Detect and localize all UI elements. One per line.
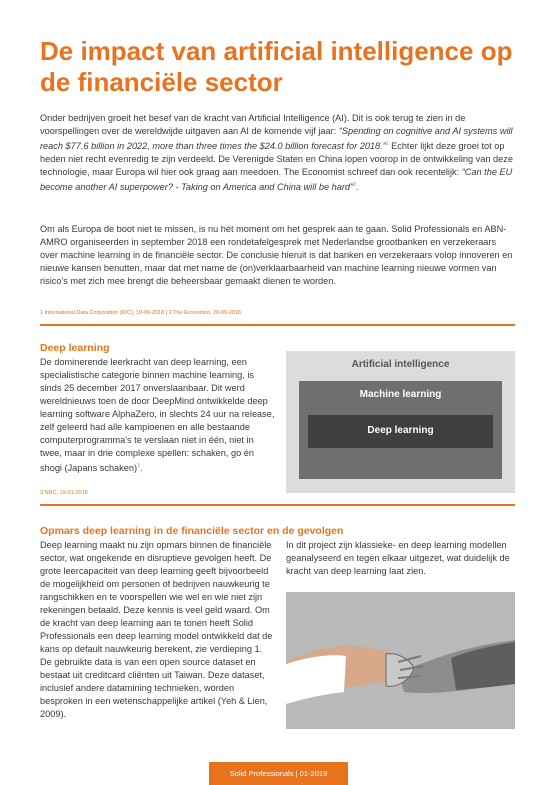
diagram-label-ml: Machine learning [359, 389, 442, 400]
intro-text-2: Echter lijkt deze groei tot op heden niet recht evenredig te zijn verdeeld. De Verenigde Staten en China lopen voorop in de ontwikkeling van deze technologie, maar Europa wil hier ook graag aan meedoen. The Economist schreef dan ook recentelijk: [40, 141, 513, 178]
idc-quote: “Spending on cognitive and AI systems will reach $77.6 billion in 2022, more than three times the $24.0 billion forecast for 2018.” [40, 126, 513, 152]
intro-paragraph-1 [40, 112, 515, 194]
deep-learning-heading: Deep learning [40, 342, 110, 354]
intro-text-3: . [355, 182, 359, 193]
economist-quote: “Can the EU become another AI superpower? - Taking on America and China will be hard” [40, 167, 513, 193]
diagram-box-deep-learning [308, 415, 493, 448]
footnote-ref-2: 2 [353, 182, 356, 189]
page-footer: Solid Professionals | 01-2019 [209, 762, 348, 785]
opmars-right-column: In dit project zijn klassieke- en deep learning modellen geanalyseerd en tegen elkaar uitgezet, wat duidelijk de kracht van deep learning laat zien. [286, 540, 510, 576]
deep-learning-text: De dominerende leerkracht van deep learning, een specialistische categorie binnen machine learning, is sinds 25 december 2017 onverslaanbaar. Dit werd wereldnieuws toen de door DeepMind ontwikkelde deep learning software AlphaZero, in slechts 24 uur na release, zelf geleerd had alle kampioenen en alle bestaande computerprogramma's te verslaan niet in één, niet in twee, maar in drie complexe spellen: schaken, go én shogi (Japans schaken) [40, 357, 275, 474]
section-divider [40, 324, 515, 326]
footnote-sources-1-2: 1 International Data Corporation (IDC), 19-09-2018 | 2 The Economist, 20-09-2018 [40, 310, 241, 316]
deep-learning-body [40, 356, 277, 475]
ai-nested-diagram [286, 351, 515, 493]
diagram-box-machine-learning [299, 381, 502, 479]
footnote-ref-1: 1 [385, 141, 389, 147]
section-divider-2 [40, 504, 515, 506]
page-title: De impact van artificial intelligence op de financiële sector [40, 36, 513, 97]
footnote-source-3: 3 NRC, 19-01-2018 [40, 490, 88, 496]
handshake-illustration [286, 592, 515, 729]
handshake-photo [286, 592, 515, 729]
intro-paragraph-2: Om als Europa de boot niet te missen, is nu hét moment om het gesprek aan te gaan. Solid Professionals en ABN-AMRO organiseerden in september 2018 een rondetafelgesprek met Nederlandse grootbanken en verzekeraars over machine learning in de financiële sector. De conclusie hieruit is dat banken en verzekeraars volop innoveren en nieuwe kansen benutten, maar dat met name de (on)verklaarbaarheid van machine learning nieuwe vormen van risico's met zich mee brengt die beheersbaar gemaakt dienen te worden. [40, 224, 513, 286]
deep-learning-text-end: . [139, 463, 143, 474]
opmars-left-column: Deep learning maakt nu zijn opmars binnen de financiële sector, wat ongekende en disruptieve gevolgen heeft. De grote leercapaciteit van deep learning geeft bijvoorbeeld de mogelijkheid om personen of bedrijven nauwkeurig te rangschikken en te voorspellen wie wel en wie niet zijn rekeningen betaald. Deze kennis is veel geld waard. Om de kracht van deep learning aan te tonen heeft Solid Professionals een deep learning model ontwikkeld dat de kans op default nauwkeurig berekent, zie verdieping 1. De gebruikte data is van een open source dataset en bestaat uit creditcard cliënten uit Taiwan. Deze dataset, inclusief andere datamining technieken, worden besproken in een wetenschappelijke artikel (Yeh & Lien, 2009). [40, 540, 273, 719]
opmars-heading: Opmars deep learning in de financiële sector en de gevolgen [40, 525, 344, 537]
diagram-label-dl: Deep learning [367, 425, 434, 436]
diagram-label-ai: Artificial intelligence [351, 359, 450, 370]
intro-text-1: Onder bedrijven groeit het besef van de kracht van Artificial Intelligence (AI). Dit is ook terug te zien in de voorspellingen over de wereldwijde uitgaven aan AI de komende vijf jaar: [40, 113, 466, 136]
footnote-ref-3: 3 [137, 463, 140, 469]
